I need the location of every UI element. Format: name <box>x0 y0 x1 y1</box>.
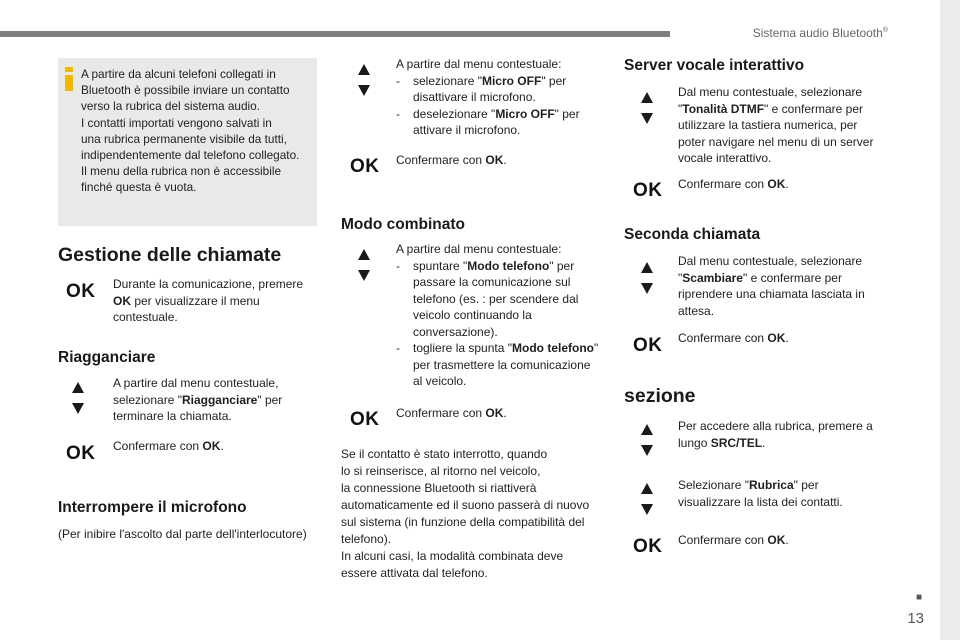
ok-button-icon: OK <box>350 409 380 430</box>
page-number: 13 <box>907 610 924 627</box>
combinato-menu-text: A partire dal menu contestuale: - spuntare "Modo telefono" per passare la comunicazione sul telefono (es. : per scendere dal veicolo continuando la conversazione). - togliere la spunta "Modo telefono" per trasmettere la comunicazione al veicolo. <box>396 241 601 390</box>
ok-button-icon: OK <box>66 443 96 464</box>
micro-menu-text: A partire dal menu contestuale: - selezionare "Micro OFF" per disattivare il microfono. - deselezionare "Micro OFF" per attivare il microfono. <box>396 56 601 139</box>
micro-confirm-text: Confermare con OK. <box>396 153 507 167</box>
heading-server-vocale: Server vocale interattivo <box>624 57 805 74</box>
seconda-step-text: Dal menu contestuale, selezionare "Scambiare" e confermare per riprendere una chiamata lasciata in attesa. <box>678 254 865 318</box>
info-icon <box>65 67 73 91</box>
combinato-note: Se il contatto è stato interrotto, quando lo si reinserisce, al ritorno nel veicolo, la connessione Bluetooth si riattiverà automaticamente ed il suono passerà di nuovo sul sistema (in funzione della compatibilità del telefono). In alcuni casi, la modalità combinata deve essere attivata dal telefono. <box>341 447 590 580</box>
up-down-arrows-icon <box>639 424 655 456</box>
heading-riagganciare: Riagganciare <box>58 349 156 366</box>
heading-sezione: sezione <box>624 385 696 407</box>
interrompere-note: (Per inibire l'ascolto dal parte dell'interlocutore) <box>58 527 307 541</box>
ok-button-icon: OK <box>633 536 663 557</box>
ok-button-icon: OK <box>350 156 380 177</box>
up-down-arrows-icon <box>356 64 372 96</box>
sezione-step-text-1: Per accedere alla rubrica, premere a lungo SRC/TEL. <box>678 419 873 450</box>
up-down-arrows-icon <box>639 262 655 294</box>
riagganciare-step-text: A partire dal menu contestuale, selezionare "Riagganciare" per terminare la chiamata. <box>113 376 283 423</box>
riagganciare-confirm-text: Confermare con OK. <box>113 439 224 453</box>
ok-button-icon: OK <box>633 335 663 356</box>
heading-interrompere-microfono: Interrompere il microfono <box>58 499 247 516</box>
up-down-arrows-icon <box>639 483 655 515</box>
up-down-arrows-icon <box>639 92 655 124</box>
server-step-text: Dal menu contestuale, selezionare "Tonalità DTMF" e confermare per utilizzare la tastiera numerica, per poter navigare nel menu di un server vocale interattivo. <box>678 85 874 165</box>
page-edge-tab <box>940 0 960 640</box>
seconda-confirm-text: Confermare con OK. <box>678 331 789 345</box>
sezione-confirm-text: Confermare con OK. <box>678 533 789 547</box>
up-down-arrows-icon <box>356 249 372 281</box>
info-text: A partire da alcuni telefoni collegati in Bluetooth è possibile inviare un contatto verso la rubrica del sistema audio. I contatti importati vengono salvati in una rubrica permanente visibile da tutti, indipendentemente dal telefono collegato. Il menu della rubrica non è accessibile finché questa è vuota. <box>81 67 300 195</box>
heading-gestione-chiamate: Gestione delle chiamate <box>58 244 282 266</box>
header-bar <box>0 31 670 37</box>
gestione-intro-text: Durante la comunicazione, premere OK per visualizzare il menu contestuale. <box>113 277 304 324</box>
continue-marker: ■ <box>915 592 922 603</box>
ok-button-icon: OK <box>66 281 96 302</box>
section-title: Sistema audio Bluetooth® <box>752 26 888 40</box>
heading-modo-combinato: Modo combinato <box>341 216 465 233</box>
up-down-arrows-icon <box>70 382 86 414</box>
combinato-confirm-text: Confermare con OK. <box>396 406 507 420</box>
heading-seconda-chiamata: Seconda chiamata <box>624 226 761 243</box>
sezione-step-text-2: Selezionare "Rubrica" per visualizzare la lista dei contatti. <box>678 478 843 509</box>
ok-button-icon: OK <box>633 180 663 201</box>
server-confirm-text: Confermare con OK. <box>678 177 789 191</box>
info-box <box>58 58 317 226</box>
